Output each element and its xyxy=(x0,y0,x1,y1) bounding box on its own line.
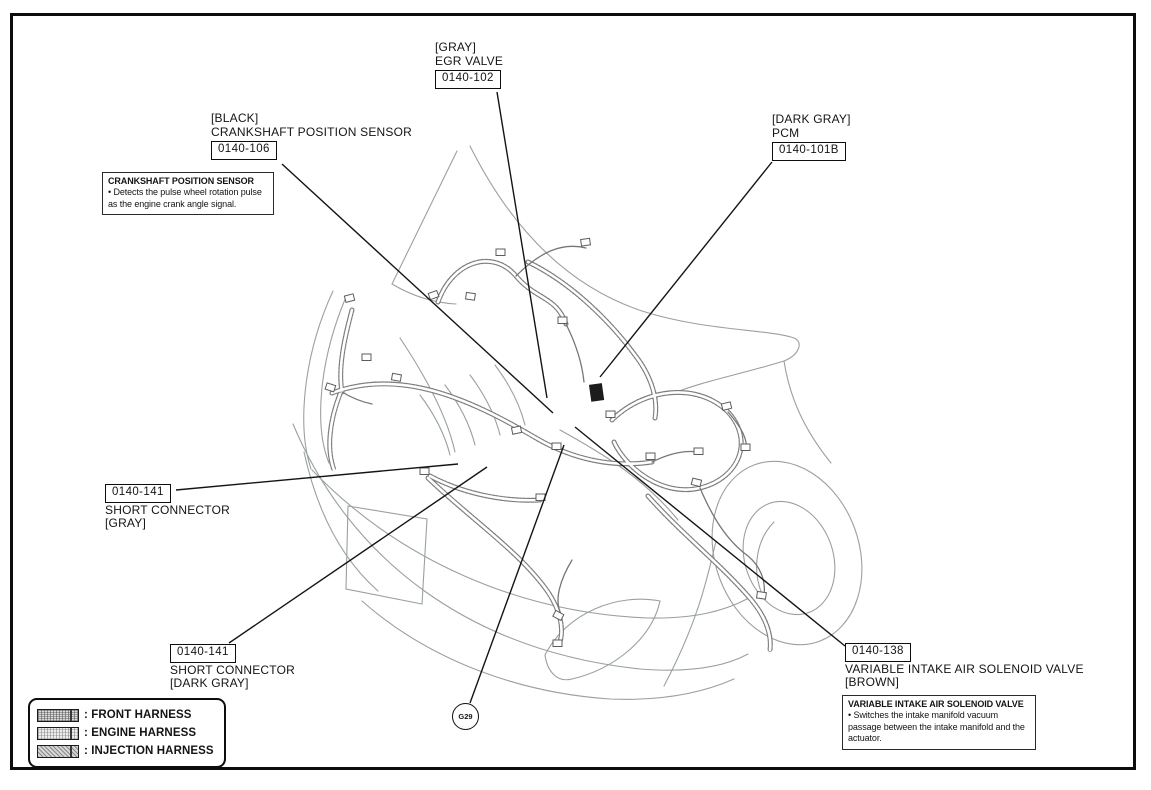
component-name-label: EGR VALVE xyxy=(435,53,504,68)
leader-ground-g29 xyxy=(470,445,564,703)
connector-color-label: [DARK GRAY] xyxy=(170,676,249,690)
legend-row-engine xyxy=(37,724,214,742)
connector-color-label: [GRAY] xyxy=(105,516,146,530)
connector-id-link[interactable]: 0140-138 xyxy=(845,643,911,662)
component-name-label: CRANKSHAFT POSITION SENSOR xyxy=(211,124,413,139)
leader-crankshaft-sensor xyxy=(282,164,553,413)
leader-vias xyxy=(575,427,845,646)
legend-label: : INJECTION HARNESS xyxy=(84,745,214,757)
connector-color-label: [BLACK] xyxy=(211,111,259,125)
component-name-label: VARIABLE INTAKE AIR SOLENOID VALVE xyxy=(845,661,1084,676)
leader-egr-valve xyxy=(497,92,547,398)
note-vias xyxy=(842,695,1036,750)
connector-color-label: [GRAY] xyxy=(435,40,476,54)
front-harness-swatch xyxy=(37,709,79,722)
note-body: • Detects the pulse wheel rotation pulse as the engine crank angle signal. xyxy=(108,187,262,209)
callout-vias xyxy=(845,641,1084,690)
callout-short-connector-gray xyxy=(105,482,230,531)
pcm-connector xyxy=(589,383,604,402)
connector-id-link[interactable]: 0140-141 xyxy=(105,484,171,503)
note-body: • Switches the intake manifold vacuum passage between the intake manifold and the actuator. xyxy=(848,710,1025,743)
connector-id-link[interactable]: 0140-106 xyxy=(211,141,277,160)
leader-lines xyxy=(176,92,845,703)
connector-color-label: [BROWN] xyxy=(845,675,900,689)
component-name-label: SHORT CONNECTOR xyxy=(105,502,231,517)
wheel-arch-inner xyxy=(728,488,850,627)
connector-id-link[interactable]: 0140-102 xyxy=(435,70,501,89)
callout-egr-valve xyxy=(435,41,503,90)
callout-pcm xyxy=(772,113,851,162)
legend-row-injection xyxy=(37,742,214,760)
leader-pcm xyxy=(600,162,772,377)
note-title: VARIABLE INTAKE AIR SOLENOID VALVE xyxy=(848,699,1024,709)
legend-row-front xyxy=(37,706,214,724)
connector-id-link[interactable]: 0140-101B xyxy=(772,142,846,161)
wheel-arch-outer xyxy=(687,440,887,666)
component-name-label: SHORT CONNECTOR xyxy=(170,662,296,677)
legend-label: : ENGINE HARNESS xyxy=(84,727,197,739)
car-body-outline xyxy=(293,146,887,699)
legend-label: : FRONT HARNESS xyxy=(84,709,192,721)
note-title: CRANKSHAFT POSITION SENSOR xyxy=(108,176,254,186)
injection-harness-swatch xyxy=(37,745,79,758)
callout-short-connector-dark-gray xyxy=(170,642,295,691)
note-crankshaft-sensor xyxy=(102,172,274,215)
connector-color-label: [DARK GRAY] xyxy=(772,112,851,126)
leader-short-connector-dark xyxy=(229,467,487,643)
connector-id-link[interactable]: 0140-141 xyxy=(170,644,236,663)
harness-legend xyxy=(28,698,226,768)
callout-crankshaft-sensor xyxy=(211,112,412,161)
ground-point-g29[interactable]: G29 xyxy=(452,703,479,730)
component-name-label: PCM xyxy=(772,125,800,140)
engine-harness-swatch xyxy=(37,727,79,740)
